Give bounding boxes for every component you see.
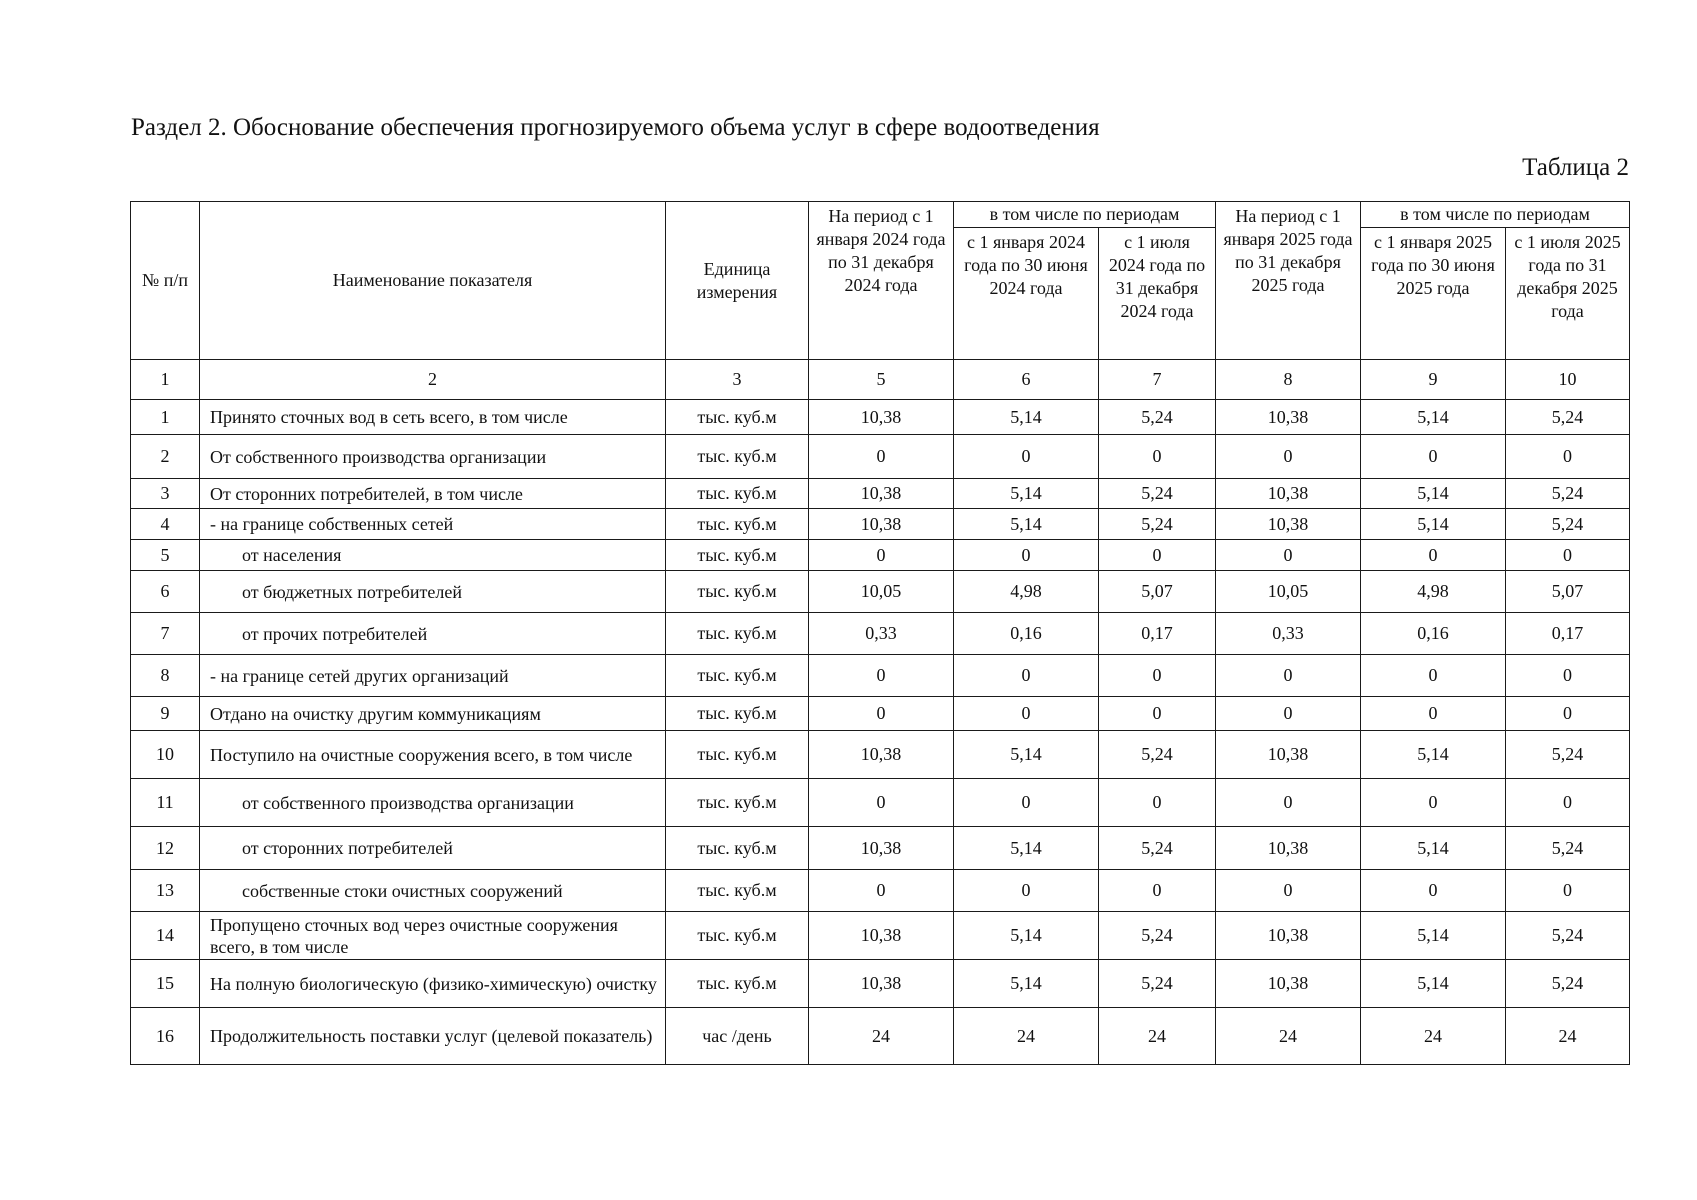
table-row bbox=[131, 509, 1630, 540]
row-number: 7 bbox=[131, 613, 200, 655]
row-number: 1 bbox=[131, 400, 200, 435]
row-number: 4 bbox=[131, 509, 200, 540]
row-value: 0 bbox=[1506, 779, 1630, 827]
table-row bbox=[131, 960, 1630, 1008]
row-value: 5,14 bbox=[1361, 731, 1506, 779]
col-number: 10 bbox=[1506, 360, 1630, 400]
row-value: 24 bbox=[1506, 1008, 1630, 1065]
row-value: 0 bbox=[1099, 697, 1216, 731]
row-unit: час /день bbox=[666, 1008, 809, 1065]
table-row bbox=[131, 697, 1630, 731]
row-value: 5,14 bbox=[1361, 827, 1506, 870]
row-value: 0 bbox=[809, 540, 954, 571]
row-value: 0 bbox=[1361, 870, 1506, 912]
row-value: 0,16 bbox=[1361, 613, 1506, 655]
col-number: 9 bbox=[1361, 360, 1506, 400]
table-row bbox=[131, 571, 1630, 613]
data-table bbox=[130, 201, 1630, 1065]
col-number: 7 bbox=[1099, 360, 1216, 400]
row-number: 16 bbox=[131, 1008, 200, 1065]
row-value: 5,24 bbox=[1506, 509, 1630, 540]
row-indicator-name: Поступило на очистные сооружения всего, в том числе bbox=[200, 731, 666, 779]
row-value: 5,24 bbox=[1506, 912, 1630, 960]
row-unit: тыс. куб.м bbox=[666, 731, 809, 779]
row-indicator-name: - на границе сетей других организаций bbox=[200, 655, 666, 697]
row-value: 10,38 bbox=[1216, 509, 1361, 540]
row-value: 5,14 bbox=[954, 400, 1099, 435]
row-number: 9 bbox=[131, 697, 200, 731]
row-value: 0,17 bbox=[1506, 613, 1630, 655]
table-row bbox=[131, 613, 1630, 655]
header-num: № п/п bbox=[131, 202, 200, 360]
row-value: 0 bbox=[1506, 435, 1630, 479]
row-indicator-name: от прочих потребителей bbox=[200, 613, 666, 655]
row-unit: тыс. куб.м bbox=[666, 479, 809, 509]
row-value: 5,14 bbox=[954, 731, 1099, 779]
row-unit: тыс. куб.м bbox=[666, 613, 809, 655]
row-unit: тыс. куб.м bbox=[666, 655, 809, 697]
table-label: Таблица 2 bbox=[1522, 154, 1629, 181]
row-value: 0,33 bbox=[809, 613, 954, 655]
row-value: 0 bbox=[1506, 540, 1630, 571]
row-unit: тыс. куб.м bbox=[666, 435, 809, 479]
row-value: 0 bbox=[1216, 870, 1361, 912]
row-value: 0 bbox=[1216, 655, 1361, 697]
table-row bbox=[131, 912, 1630, 960]
row-value: 0 bbox=[1506, 697, 1630, 731]
row-number: 15 bbox=[131, 960, 200, 1008]
table-row bbox=[131, 540, 1630, 571]
row-value: 5,24 bbox=[1099, 827, 1216, 870]
row-value: 0 bbox=[954, 435, 1099, 479]
row-value: 24 bbox=[954, 1008, 1099, 1065]
row-value: 0 bbox=[1216, 435, 1361, 479]
row-number: 11 bbox=[131, 779, 200, 827]
row-value: 5,24 bbox=[1099, 912, 1216, 960]
row-value: 0 bbox=[809, 870, 954, 912]
row-value: 5,14 bbox=[954, 827, 1099, 870]
row-unit: тыс. куб.м bbox=[666, 912, 809, 960]
row-value: 0 bbox=[1216, 540, 1361, 571]
row-unit: тыс. куб.м bbox=[666, 540, 809, 571]
section-title: Раздел 2. Обоснование обеспечения прогнозируемого объема услуг в сфере водоотведения bbox=[131, 114, 1100, 141]
row-value: 5,14 bbox=[1361, 960, 1506, 1008]
row-value: 5,14 bbox=[1361, 912, 1506, 960]
row-value: 0 bbox=[1361, 779, 1506, 827]
row-number: 14 bbox=[131, 912, 200, 960]
row-value: 0 bbox=[954, 697, 1099, 731]
row-value: 0 bbox=[1361, 540, 1506, 571]
row-indicator-name: от бюджетных потребителей bbox=[200, 571, 666, 613]
row-value: 10,38 bbox=[809, 827, 954, 870]
row-value: 24 bbox=[809, 1008, 954, 1065]
row-value: 0 bbox=[1216, 697, 1361, 731]
row-value: 0 bbox=[1506, 655, 1630, 697]
row-value: 5,24 bbox=[1099, 509, 1216, 540]
header-h2-2024: с 1 июля 2024 года по 31 декабря 2024 года bbox=[1099, 228, 1216, 360]
row-value: 5,24 bbox=[1506, 400, 1630, 435]
row-number: 5 bbox=[131, 540, 200, 571]
row-value: 5,24 bbox=[1506, 960, 1630, 1008]
row-value: 10,38 bbox=[809, 731, 954, 779]
table-row bbox=[131, 655, 1630, 697]
row-value: 0 bbox=[1361, 655, 1506, 697]
row-value: 24 bbox=[1216, 1008, 1361, 1065]
row-unit: тыс. куб.м bbox=[666, 870, 809, 912]
row-value: 0 bbox=[954, 540, 1099, 571]
row-value: 0 bbox=[954, 655, 1099, 697]
row-value: 10,38 bbox=[1216, 827, 1361, 870]
row-value: 0 bbox=[954, 870, 1099, 912]
row-value: 10,38 bbox=[809, 960, 954, 1008]
row-value: 10,38 bbox=[809, 479, 954, 509]
col-number: 6 bbox=[954, 360, 1099, 400]
row-unit: тыс. куб.м bbox=[666, 400, 809, 435]
row-value: 10,38 bbox=[1216, 912, 1361, 960]
row-value: 5,07 bbox=[1506, 571, 1630, 613]
row-value: 10,38 bbox=[809, 400, 954, 435]
header-unit: Единица измерения bbox=[666, 202, 809, 360]
col-number: 3 bbox=[666, 360, 809, 400]
row-value: 0,16 bbox=[954, 613, 1099, 655]
header-h2-2025: с 1 июля 2025 года по 31 декабря 2025 года bbox=[1506, 228, 1630, 360]
row-value: 0 bbox=[809, 697, 954, 731]
header-h1-2025: с 1 января 2025 года по 30 июня 2025 года bbox=[1361, 228, 1506, 360]
row-value: 24 bbox=[1099, 1008, 1216, 1065]
row-value: 4,98 bbox=[954, 571, 1099, 613]
row-number: 6 bbox=[131, 571, 200, 613]
row-indicator-name: собственные стоки очистных сооружений bbox=[200, 870, 666, 912]
row-unit: тыс. куб.м bbox=[666, 509, 809, 540]
row-value: 10,05 bbox=[1216, 571, 1361, 613]
row-number: 12 bbox=[131, 827, 200, 870]
row-value: 5,24 bbox=[1506, 827, 1630, 870]
row-value: 5,14 bbox=[954, 479, 1099, 509]
row-value: 5,14 bbox=[954, 509, 1099, 540]
row-value: 0 bbox=[1099, 870, 1216, 912]
table-row bbox=[131, 731, 1630, 779]
row-value: 5,07 bbox=[1099, 571, 1216, 613]
row-value: 0 bbox=[954, 779, 1099, 827]
table-row bbox=[131, 1008, 1630, 1065]
row-indicator-name: Отдано на очистку другим коммуникациям bbox=[200, 697, 666, 731]
row-value: 0 bbox=[1361, 697, 1506, 731]
row-value: 5,24 bbox=[1099, 479, 1216, 509]
row-unit: тыс. куб.м bbox=[666, 697, 809, 731]
row-indicator-name: От собственного производства организации bbox=[200, 435, 666, 479]
row-number: 13 bbox=[131, 870, 200, 912]
row-value: 10,38 bbox=[809, 509, 954, 540]
row-indicator-name: От сторонних потребителей, в том числе bbox=[200, 479, 666, 509]
table-row bbox=[131, 400, 1630, 435]
row-value: 4,98 bbox=[1361, 571, 1506, 613]
row-value: 0 bbox=[1099, 655, 1216, 697]
row-indicator-name: Пропущено сточных вод через очистные сооружения всего, в том числе bbox=[200, 912, 666, 960]
row-indicator-name: На полную биологическую (физико-химическую) очистку bbox=[200, 960, 666, 1008]
row-value: 5,14 bbox=[1361, 509, 1506, 540]
row-indicator-name: от собственного производства организации bbox=[200, 779, 666, 827]
table-row bbox=[131, 827, 1630, 870]
row-value: 0 bbox=[1506, 870, 1630, 912]
row-number: 10 bbox=[131, 731, 200, 779]
row-value: 10,38 bbox=[809, 912, 954, 960]
row-value: 5,14 bbox=[954, 960, 1099, 1008]
col-number: 1 bbox=[131, 360, 200, 400]
row-value: 5,24 bbox=[1506, 479, 1630, 509]
header-incl-2025: в том числе по периодам bbox=[1361, 202, 1630, 228]
row-indicator-name: Принято сточных вод в сеть всего, в том числе bbox=[200, 400, 666, 435]
row-value: 5,24 bbox=[1506, 731, 1630, 779]
row-unit: тыс. куб.м bbox=[666, 571, 809, 613]
row-unit: тыс. куб.м bbox=[666, 827, 809, 870]
row-unit: тыс. куб.м bbox=[666, 779, 809, 827]
table-row bbox=[131, 870, 1630, 912]
table-row bbox=[131, 779, 1630, 827]
header-period-2025: На период с 1 января 2025 года по 31 декабря 2025 года bbox=[1216, 202, 1361, 360]
row-value: 0 bbox=[1099, 540, 1216, 571]
row-value: 10,05 bbox=[809, 571, 954, 613]
row-number: 8 bbox=[131, 655, 200, 697]
col-number: 2 bbox=[200, 360, 666, 400]
header-period-2024: На период с 1 января 2024 года по 31 декабря 2024 года bbox=[809, 202, 954, 360]
row-value: 5,14 bbox=[954, 912, 1099, 960]
table-row bbox=[131, 435, 1630, 479]
row-number: 2 bbox=[131, 435, 200, 479]
row-value: 5,14 bbox=[1361, 479, 1506, 509]
col-number: 5 bbox=[809, 360, 954, 400]
row-number: 3 bbox=[131, 479, 200, 509]
row-value: 5,24 bbox=[1099, 400, 1216, 435]
row-indicator-name: от сторонних потребителей bbox=[200, 827, 666, 870]
row-value: 0 bbox=[809, 655, 954, 697]
row-value: 5,14 bbox=[1361, 400, 1506, 435]
row-value: 10,38 bbox=[1216, 479, 1361, 509]
row-value: 24 bbox=[1361, 1008, 1506, 1065]
row-value: 0 bbox=[1099, 779, 1216, 827]
row-unit: тыс. куб.м bbox=[666, 960, 809, 1008]
row-value: 0,17 bbox=[1099, 613, 1216, 655]
header-name: Наименование показателя bbox=[200, 202, 666, 360]
header-incl-2024: в том числе по периодам bbox=[954, 202, 1216, 228]
row-value: 0 bbox=[1216, 779, 1361, 827]
row-value: 0 bbox=[1361, 435, 1506, 479]
row-value: 5,24 bbox=[1099, 731, 1216, 779]
table-row bbox=[131, 479, 1630, 509]
row-value: 10,38 bbox=[1216, 960, 1361, 1008]
row-value: 0 bbox=[1099, 435, 1216, 479]
header-h1-2024: с 1 января 2024 года по 30 июня 2024 года bbox=[954, 228, 1099, 360]
row-value: 10,38 bbox=[1216, 400, 1361, 435]
row-value: 0 bbox=[809, 779, 954, 827]
row-value: 10,38 bbox=[1216, 731, 1361, 779]
col-number: 8 bbox=[1216, 360, 1361, 400]
row-value: 5,24 bbox=[1099, 960, 1216, 1008]
row-value: 0 bbox=[809, 435, 954, 479]
row-indicator-name: от населения bbox=[200, 540, 666, 571]
row-indicator-name: Продолжительность поставки услуг (целевой показатель) bbox=[200, 1008, 666, 1065]
row-indicator-name: - на границе собственных сетей bbox=[200, 509, 666, 540]
row-value: 0,33 bbox=[1216, 613, 1361, 655]
